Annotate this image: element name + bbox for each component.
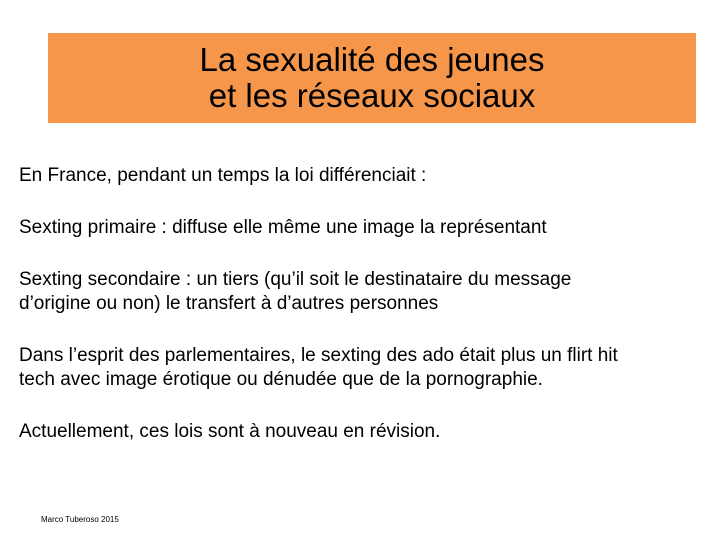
secondary-definition-part1: : un tiers (qu’il soit le destinataire du message <box>180 269 572 290</box>
current-status-text: Actuellement, ces lois sont à nouveau en révision. <box>19 421 441 442</box>
parliament-line-1: Dans l’esprit des parlementaires, le sexting des ado était plus un flirt hit <box>19 345 618 366</box>
title-line-1: La sexualité des jeunes <box>199 41 545 78</box>
primary-sexting-paragraph <box>19 216 719 240</box>
primary-definition: : diffuse elle même une image la représentant <box>156 217 547 238</box>
title-banner <box>48 33 696 123</box>
parliament-paragraph <box>19 344 719 392</box>
slide-title <box>200 42 545 114</box>
footer-credit: Marco Tuberoso 2015 <box>41 515 119 524</box>
secondary-sexting-paragraph <box>19 268 719 316</box>
intro-paragraph <box>19 164 719 188</box>
slide-body <box>19 164 719 472</box>
current-status-paragraph <box>19 420 719 444</box>
secondary-line-1 <box>19 268 719 292</box>
secondary-definition-part2: d’origine ou non) le transfert à d’autres personnes <box>19 293 439 314</box>
title-line-2: et les réseaux sociaux <box>208 77 536 114</box>
primary-term: Sexting primaire <box>19 217 157 238</box>
intro-text: En France, pendant un temps la loi différenciait : <box>19 165 427 186</box>
parliament-line-2: tech avec image érotique ou dénudée que de la pornographie. <box>19 369 543 390</box>
secondary-term: Sexting secondaire <box>19 269 181 290</box>
